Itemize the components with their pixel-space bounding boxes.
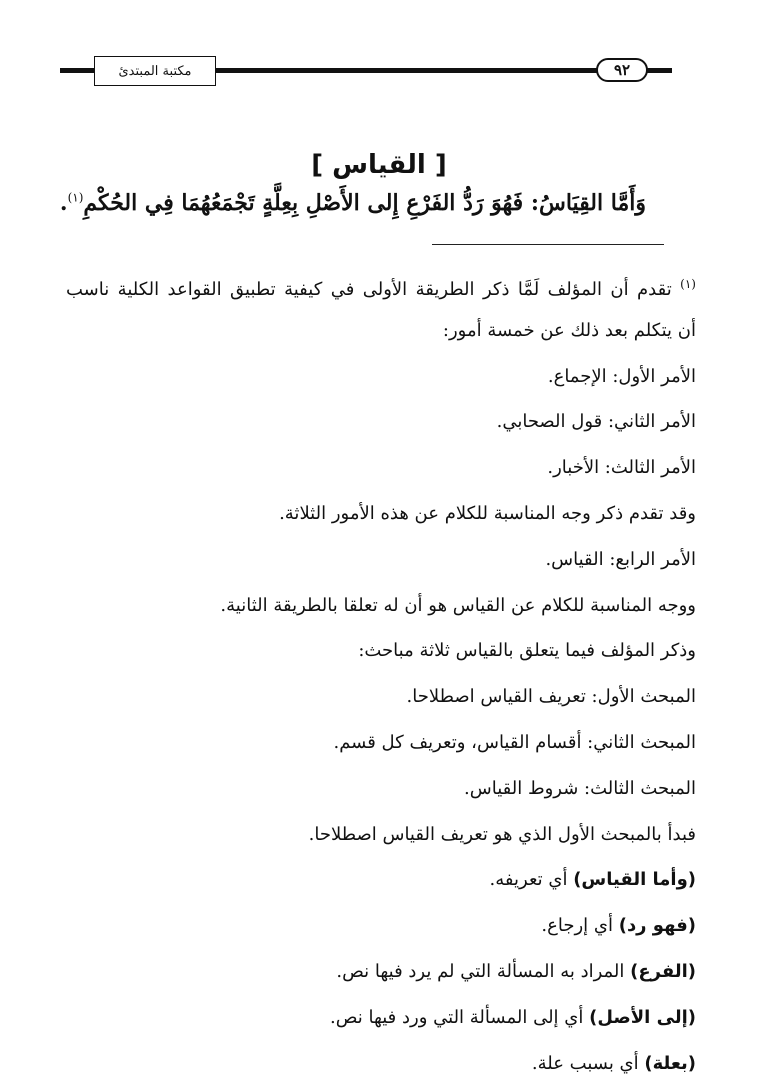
matn-body: وَأَمَّا القِيَاسُ: فَهُوَ رَدُّ الفَرْعِ إِلى الأَصْلِ بِعِلَّةٍ تَجْمَعُهُمَا فِي الحُكْمِ (83, 190, 646, 216)
commentary-line: ووجه المناسبة للكلام عن القياس هو أن له تعلقا بالطريقة الثانية. (220, 594, 696, 616)
note-marker: (١) (680, 277, 696, 291)
gloss-line (66, 949, 696, 995)
commentary-line: الأمر الرابع: القياس. (545, 548, 696, 570)
commentary-line: $^{(١)}$ تقدم أن المؤلف لَمَّا ذكر الطريقة الأولى في كيفية تطبيق القواعد الكلية ناسب (66, 277, 696, 300)
matn-text: وَأَمَّا القِيَاسُ: فَهُوَ رَدُّ الفَرْعِ إِلى الأَصْلِ بِعِلَّةٍ تَجْمَعُهُمَا فِي الحُكْمِ$^{(١)}$. (59, 190, 646, 216)
commentary-line: فبدأ بالمبحث الأول الذي هو تعريف القياس اصطلاحا. (308, 823, 696, 845)
gloss-line (66, 903, 696, 949)
footnote-marker: (١) (67, 190, 84, 205)
gloss-term: (بعلة) (644, 1052, 696, 1074)
commentary-line: الأمر الأول: الإجماع. (547, 365, 696, 387)
commentary-line: المبحث الثالث: شروط القياس. (464, 777, 696, 799)
commentary-line: الأمر الثالث: الأخبار. (547, 457, 696, 479)
commentary-line: وذكر المؤلف فيما يتعلق بالقياس ثلاثة مباحث: (358, 640, 696, 662)
gloss-line (66, 995, 696, 1041)
footnote-separator (432, 244, 664, 245)
gloss-term: (فهو رد) (618, 915, 696, 937)
gloss-term: (الفرع) (630, 960, 696, 982)
gloss-text: أي تعريفه. (489, 869, 574, 891)
commentary-line: أن يتكلم بعد ذلك عن خمسة أمور: (442, 319, 696, 341)
section-title: [ القياس ] (311, 150, 447, 180)
gloss-text: أي إرجاع. (541, 915, 619, 937)
gloss-text: المراد به المسألة التي لم يرد فيها نص. (336, 960, 631, 982)
gloss-line (66, 857, 696, 903)
gloss-text: أي إلى المسألة التي ورد فيها نص. (329, 1006, 590, 1028)
gloss-term: (وأما القياس) (573, 869, 696, 891)
commentary-line: المبحث الأول: تعريف القياس اصطلاحا. (406, 686, 696, 708)
page-number: ٩٢ (596, 58, 648, 82)
commentary (66, 262, 696, 1086)
commentary-line: المبحث الثاني: أقسام القياس، وتعريف كل قسم. (333, 731, 696, 753)
header-book-title: مكتبة المبتدئ (94, 56, 216, 86)
gloss-term: (إلى الأصل) (589, 1006, 696, 1028)
gloss-line (66, 1041, 696, 1086)
gloss-text: أي بسبب علة. (531, 1052, 645, 1074)
commentary-line: الأمر الثاني: قول الصحابي. (496, 411, 696, 433)
commentary-line: وقد تقدم ذكر وجه المناسبة للكلام عن هذه الأمور الثلاثة. (279, 502, 696, 524)
